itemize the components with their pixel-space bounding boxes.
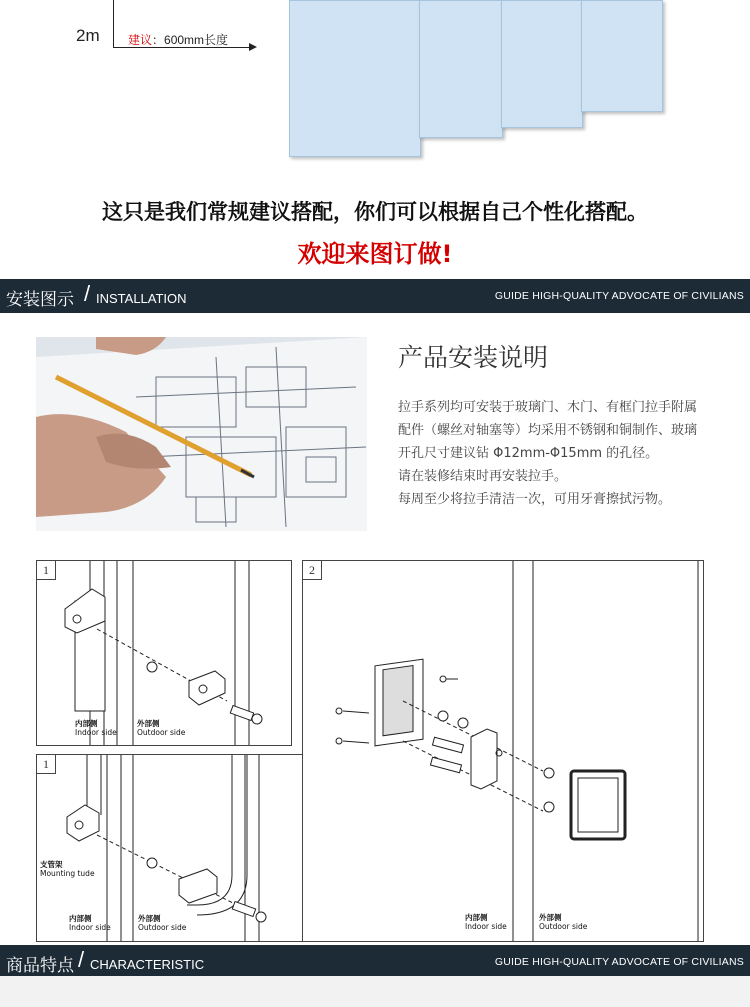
slogan: GUIDE HIGH-QUALITY ADVOCATE OF CIVILIANS — [494, 956, 744, 968]
glass-panel-2 — [419, 0, 503, 138]
install-instructions-title: 产品安装说明 — [398, 343, 549, 372]
indoor-side-label: 内部侧 Indoor side — [75, 719, 117, 737]
indoor-side-label: 内部侧 Indoor side — [465, 913, 507, 931]
install-instructions-text — [398, 396, 708, 511]
suggestion-text: ：600mm长度 — [152, 33, 229, 47]
step-number: 1 — [37, 755, 56, 774]
square-handle-illustration — [303, 561, 703, 941]
installation-section-header — [0, 279, 750, 313]
glass-panel-3 — [501, 0, 583, 128]
mounting-tube-label: 支管架 Mounting tude — [40, 860, 95, 878]
section-title-en: INSTALLATION — [96, 291, 187, 306]
outdoor-side-label: 外部侧 Outdoor side — [137, 719, 186, 737]
slash-divider: / — [78, 947, 85, 972]
length-suggestion — [128, 31, 228, 48]
step-number: 1 — [37, 561, 56, 580]
slash-divider: / — [84, 281, 91, 306]
bottom-content-strip — [0, 976, 750, 1007]
glass-panel-4 — [581, 0, 663, 112]
glass-panel-1 — [289, 0, 421, 157]
suggestion-prefix: 建议 — [128, 33, 153, 47]
diagram-step-1b — [36, 754, 320, 942]
section-title-cn: 安装图示 — [6, 290, 74, 310]
dimension-line-vertical — [113, 0, 114, 48]
indoor-side-label: 内部侧 Indoor side — [69, 914, 111, 932]
instructions-paragraph-2: 请在装修结束时再安装拉手。 — [398, 469, 568, 484]
outdoor-side-label: 外部侧 Outdoor side — [539, 913, 588, 931]
section-title-en: CHARACTERISTIC — [90, 957, 205, 972]
diagram-step-1a — [36, 560, 292, 746]
door-handle-illustration — [37, 561, 291, 745]
height-label: 2m — [76, 26, 100, 45]
instructions-paragraph-1: 拉手系列均可安装于玻璃门、木门、有框门拉手附属配件（螺丝对轴塞等）均采用不锈钢和铜制作、玻璃开孔尺寸建议钻 Φ12mm-Φ15mm 的孔径。 — [398, 400, 698, 461]
characteristic-section-header — [0, 945, 750, 979]
instructions-paragraph-3: 每周至少将拉手清洁一次，可用牙膏擦拭污物。 — [398, 492, 672, 507]
step-number: 2 — [303, 561, 322, 580]
arrow-right-icon — [249, 43, 257, 51]
slogan: GUIDE HIGH-QUALITY ADVOCATE OF CIVILIANS — [494, 290, 744, 302]
custom-order-note: 欢迎来图订做! — [297, 240, 453, 268]
diagram-step-2 — [302, 560, 704, 942]
section-title-cn: 商品特点 — [6, 956, 74, 976]
blueprint-photo — [36, 337, 367, 531]
outdoor-side-label: 外部侧 Outdoor side — [138, 914, 187, 932]
custom-match-note: 这只是我们常规建议搭配，你们可以根据自己个性化搭配。 — [102, 200, 648, 224]
